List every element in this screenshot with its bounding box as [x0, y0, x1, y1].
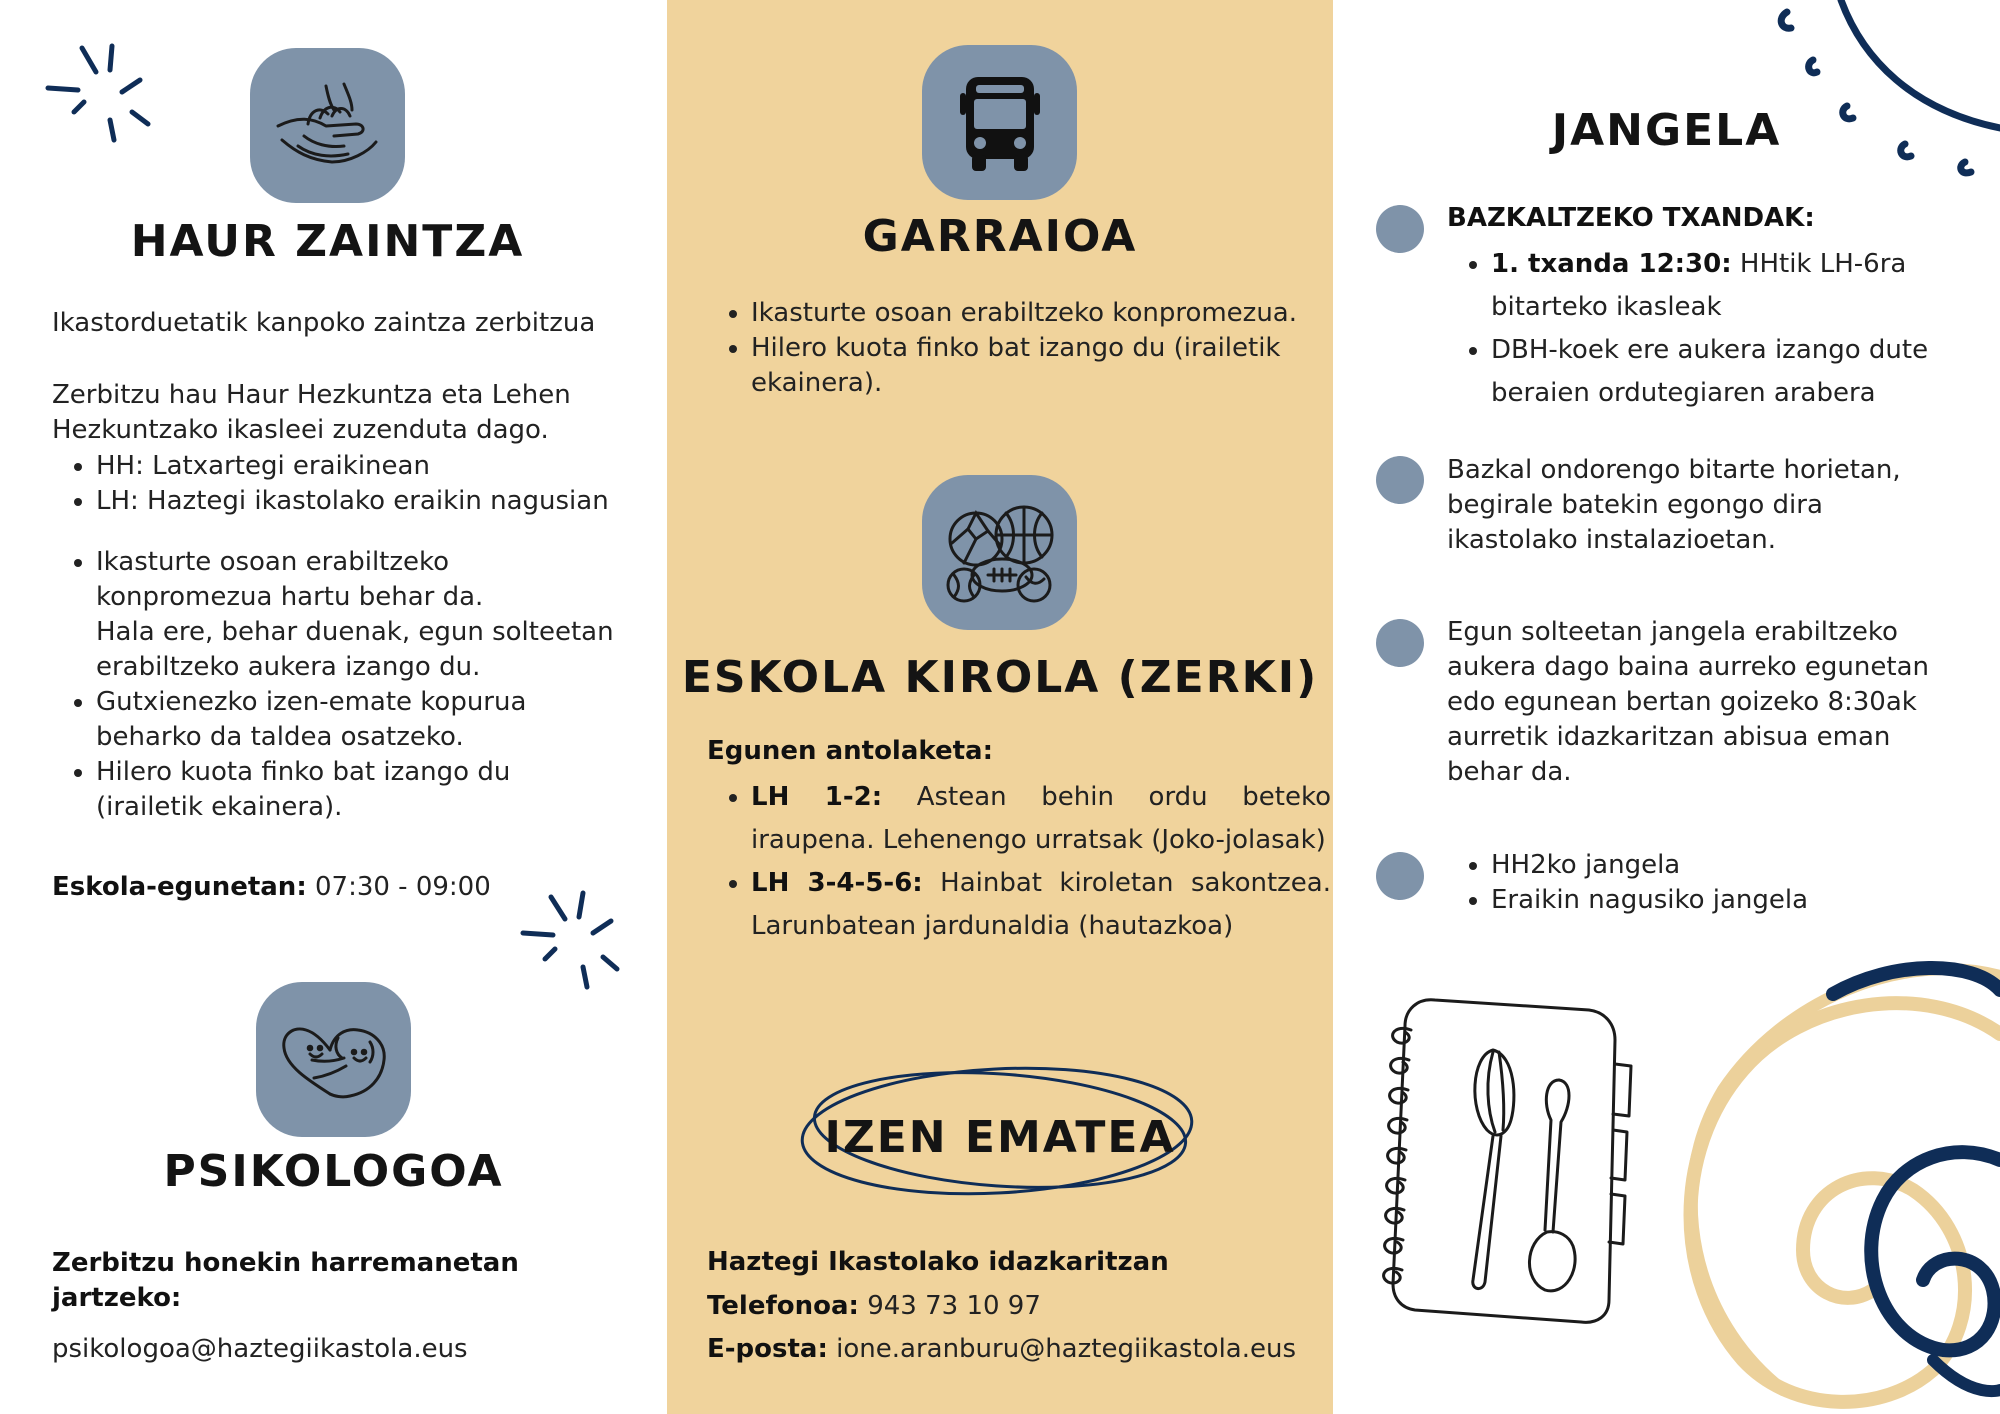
- haur-zaintza-conditions: [52, 545, 696, 825]
- izen-ematea-place: [707, 1245, 1307, 1280]
- list-item: • Eraikin nagusiko jangela: [1491, 883, 1991, 918]
- condition-line: beharko da taldea osatzeko.: [96, 722, 464, 752]
- shifts-label: BAZKALTZEKO TXANDAK:: [1447, 203, 1815, 233]
- haur-zaintza-intro: Ikastorduetatik kanpoko zaintza zerbitzua: [52, 308, 596, 338]
- condition-line: Gutxienezko izen-emate kopurua: [96, 687, 527, 717]
- list-item: • HH: Latxartegi eraikinean: [96, 449, 696, 484]
- garraioa-list: [707, 296, 1321, 401]
- condition-line: Ikasturte osoan erabiltzeko: [96, 547, 450, 577]
- eskola-kirola-title: ESKOLA KIROLA (ZERKI): [681, 652, 1319, 703]
- list-item: • LH: Haztegi ikastolako eraikin nagusian: [96, 484, 696, 519]
- list-item: • DBH-koek ere aukera izango dute beraien ordutegiaren arabera: [1491, 329, 2000, 415]
- izen-ematea-phone[interactable]: [707, 1289, 1307, 1324]
- list-item: • Hilero kuota finko bat izango du (irailetik ekainera).: [751, 331, 1321, 401]
- list-item: • HH2ko jangela: [1491, 848, 1991, 883]
- spiral-swirl-icon: [1633, 960, 2000, 1414]
- list-item: [96, 755, 696, 825]
- izen-ematea-email[interactable]: [707, 1332, 1327, 1367]
- bullet-dot: [1376, 205, 1424, 253]
- schedule-value: 07:30 - 09:00: [306, 872, 491, 902]
- garraioa-title: GARRAIOA: [862, 211, 1138, 262]
- item-label: LH 3-4-5-6:: [751, 868, 923, 898]
- place-label: Haztegi Ikastolako idazkaritzan: [707, 1247, 1169, 1277]
- item-text: Astean behin ordu beteko iraupena. Lehenengo urratsak (Joko-jolasak): [751, 782, 1331, 855]
- contact-label: Zerbitzu honekin harremanetan jartzeko:: [52, 1248, 519, 1313]
- shift1-label: 1. txanda 12:30:: [1491, 249, 1732, 279]
- item-text: Hainbat kiroletan sakontzea. Larunbatean jardunaldia (hautazkoa): [751, 868, 1332, 941]
- shifts-title: [1447, 201, 1967, 236]
- haur-zaintza-locations: [52, 449, 696, 519]
- list-item: [751, 776, 1331, 862]
- sparkle-icon: [515, 885, 625, 995]
- condition-line: Hilero kuota finko bat izango du: [96, 757, 511, 787]
- haur-zaintza-paragraph: Zerbitzu hau Haur Hezkuntza eta Lehen Hezkuntzako ikasleei zuzenduta dago.: [52, 380, 571, 445]
- recipe-notebook-icon: [1375, 980, 1675, 1330]
- left-panel: [0, 0, 667, 1414]
- after-lunch-text: Bazkal ondorengo bitarte horietan, begirale batekin egongo dira ikastolako instalazioetan.: [1447, 455, 1901, 555]
- shift1-text: HHtik LH-6ra bitarteko ikasleak: [1491, 249, 1907, 322]
- subtitle-label: Egunen antolaketa:: [707, 736, 993, 766]
- condition-line: (irailetik ekainera).: [96, 792, 343, 822]
- eskola-kirola-subtitle: [707, 734, 1277, 769]
- phone-label: Telefonoa:: [707, 1291, 859, 1321]
- condition-line: konpromezua hartu behar da.: [96, 582, 484, 612]
- schedule-label: Eskola-egunetan:: [52, 872, 307, 902]
- bullet-dot: [1376, 852, 1424, 900]
- shifts-list: [1447, 243, 2000, 415]
- condition-line: Hala ere, behar duenak, egun solteetan: [96, 617, 614, 647]
- email-value: ione.aranburu@haztegiikastola.eus: [827, 1334, 1297, 1364]
- list-item: • Ikasturte osoan erabiltzeko konpromezua.: [751, 296, 1321, 331]
- bullet-dot: [1376, 619, 1424, 667]
- jangela-title: JANGELA: [1551, 105, 1782, 156]
- sparkle-icon: [40, 40, 160, 150]
- caring-hands-icon: [250, 48, 405, 203]
- list-item: [96, 685, 696, 755]
- heart-brain-hug-icon: [256, 982, 411, 1137]
- list-item: [1491, 243, 2000, 329]
- phone-value: 943 73 10 97: [858, 1291, 1041, 1321]
- item-label: LH 1-2:: [751, 782, 883, 812]
- list-item: [96, 545, 696, 685]
- haur-zaintza-title: HAUR ZAINTZA: [130, 216, 525, 267]
- bus-icon: [922, 45, 1077, 200]
- dining-rooms-list: [1447, 848, 1991, 918]
- middle-panel: [667, 0, 1333, 1414]
- single-days-text: Egun solteetan jangela erabiltzeko aukera dago baina aurreko egunetan edo egunean bertan goizeko 8:30ak aurretik idazkaritzan abisua eman behar da.: [1447, 617, 1929, 787]
- eskola-kirola-list: [707, 776, 1331, 948]
- psikologoa-title: PSIKOLOGOA: [163, 1146, 504, 1197]
- sports-balls-icon: [922, 475, 1077, 630]
- psikologoa-email[interactable]: psikologoa@haztegiikastola.eus: [52, 1334, 468, 1364]
- bullet-dot: [1376, 456, 1424, 504]
- list-item: [751, 862, 1331, 948]
- izen-ematea-title: IZEN EMATEA: [824, 1112, 1176, 1163]
- condition-line: erabiltzeko aukera izango du.: [96, 652, 481, 682]
- email-label: E-posta:: [707, 1334, 828, 1364]
- right-panel: [1333, 0, 2000, 1414]
- psikologoa-contact-label: [52, 1246, 552, 1316]
